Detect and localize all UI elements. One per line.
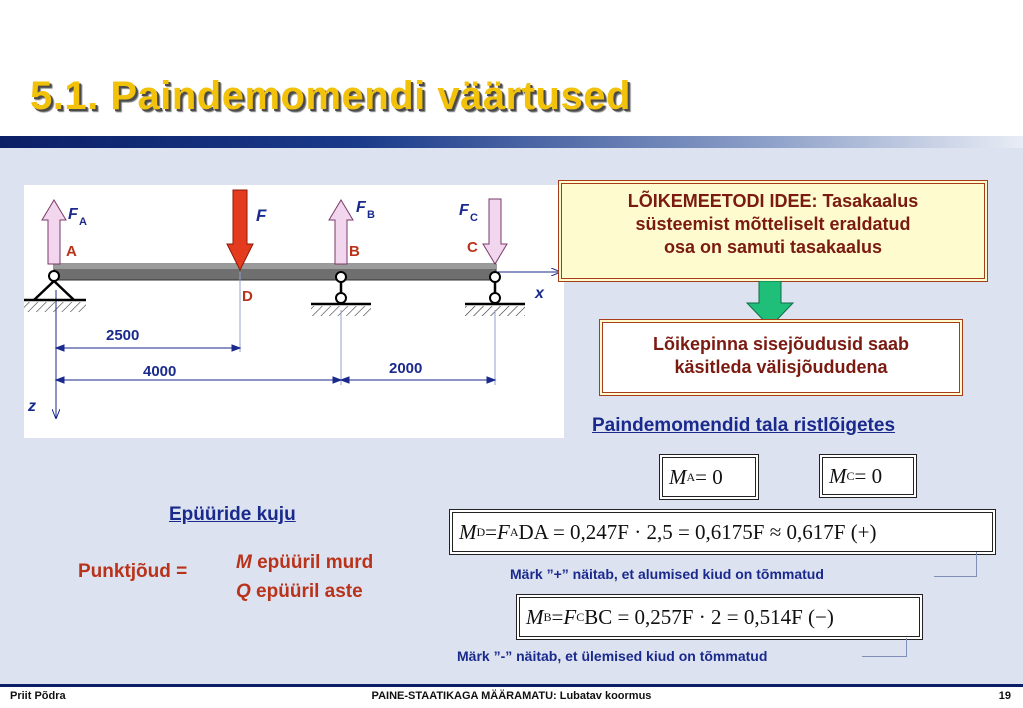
point-forces-label: Punktjõud = — [78, 561, 188, 582]
label-fa-sub: A — [79, 216, 87, 228]
idea-line-1: LÕIKEMEETODI IDEE: Tasakaalus — [627, 191, 919, 211]
force-arrow-f — [227, 190, 253, 270]
cut-line-1: Lõikepinna sisejõudusid saab — [652, 334, 910, 354]
formula-ma: M A = 0 — [662, 457, 756, 497]
label-fb: F — [356, 199, 366, 216]
dim-4000: 4000 — [143, 363, 177, 380]
label-z-axis: z — [28, 398, 36, 415]
footer-divider — [0, 684, 1023, 687]
dim-2500: 2500 — [106, 327, 140, 344]
diagram-shapes-heading: Epüüride kuju — [169, 504, 296, 525]
callout-minus — [862, 638, 907, 657]
label-fb-sub: B — [367, 209, 375, 221]
point-forces-description: M epüüril murd Q epüüril aste — [236, 552, 374, 602]
idea-line-2: süsteemist mõtteliselt eraldatud — [635, 214, 911, 234]
label-point-d: D — [242, 288, 253, 305]
footer-course: PAINE-STAATIKAGA MÄÄRAMATU: Lubatav koormus — [371, 690, 652, 702]
dim-2000: 2000 — [389, 360, 423, 377]
formula-mc: M C = 0 — [822, 457, 914, 495]
footer-page-number: 19 — [998, 690, 1011, 702]
note-plus-sign: Märk ”+” näitab, et alumised kiud on tõmmatud — [510, 566, 824, 582]
label-x-axis: x — [535, 285, 544, 302]
idea-line-3: osa on samuti tasakaalus — [663, 237, 883, 257]
force-arrow-fc — [483, 199, 507, 264]
label-point-c: C — [467, 239, 478, 256]
cut-line-2: käsitleda välisjõududena — [674, 357, 888, 377]
label-f: F — [256, 206, 267, 225]
label-fa: F — [68, 206, 78, 223]
label-point-a: A — [66, 243, 77, 260]
formula-md: M D = F A DA = 0,247F · 2,5 = 0,6175F ≈ 0,617F (+) — [452, 512, 993, 552]
note-minus-sign: Märk ”-” näitab, et ülemised kiud on tõmmatud — [457, 648, 768, 664]
label-fc: F — [459, 202, 469, 219]
slide-title: 5.1. Paindemomendi väärtused — [30, 74, 631, 118]
footer-author: Priit Põdra — [10, 690, 66, 702]
label-point-b: B — [349, 243, 360, 260]
formula-mb: M B = F C BC = 0,257F · 2 = 0,514F (−) — [519, 597, 920, 637]
moments-heading: Paindemomendid tala ristlõigetes — [592, 415, 896, 436]
label-fc-sub: C — [470, 212, 478, 224]
callout-plus — [934, 552, 977, 577]
cut-surface-box — [602, 322, 960, 393]
cut-method-idea-box — [561, 183, 985, 279]
force-arrow-fa — [42, 200, 66, 264]
